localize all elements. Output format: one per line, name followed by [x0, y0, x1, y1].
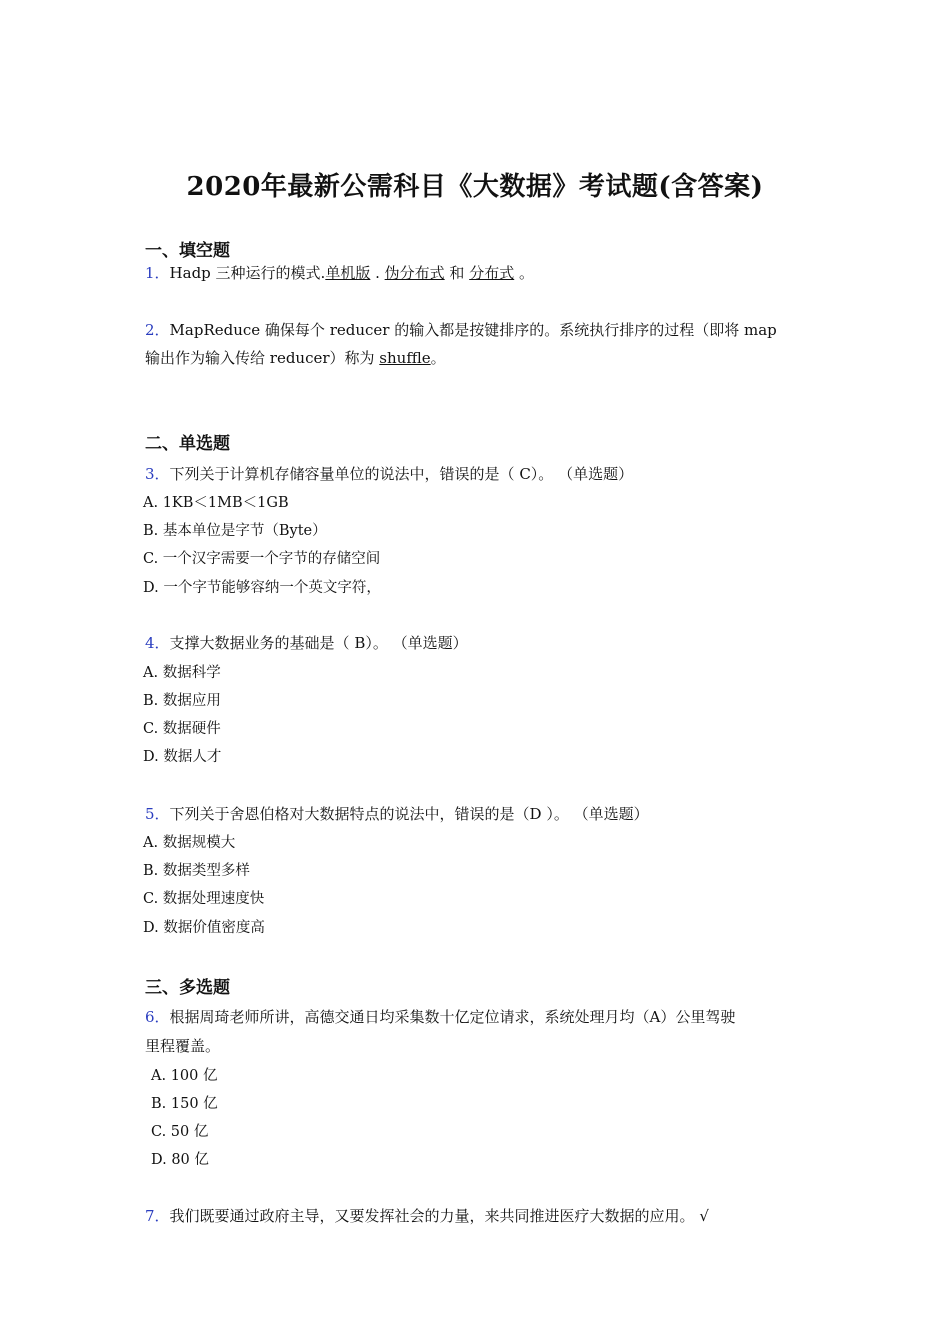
answer-blank: 单机版: [325, 264, 371, 282]
section-heading-multi: 三、多选题: [145, 978, 230, 998]
question-1: [145, 262, 534, 283]
question-number: 3．: [145, 465, 170, 483]
question-text: 下列关于计算机存储容量单位的说法中，错误的是（ C）。 （单选题）: [169, 465, 634, 483]
question-number: 4．: [145, 634, 170, 652]
separator-text: 。: [514, 264, 534, 282]
question-number: 5．: [145, 805, 170, 823]
question-number: 6．: [145, 1008, 170, 1026]
question-text: 根据周琦老师所讲，高德交通日均采集数十亿定位请求，系统处理月均（A）公里驾驶: [169, 1008, 736, 1026]
separator-text: 和: [444, 264, 470, 282]
section-heading-single: 二、单选题: [145, 434, 230, 454]
option-a: A. 数据科学: [143, 665, 221, 681]
option-d: D. 80 亿: [151, 1152, 209, 1168]
question-7: [145, 1205, 709, 1226]
question-number: 7．: [145, 1207, 170, 1225]
option-c: C. 数据处理速度快: [143, 891, 265, 907]
option-a: A. 100 亿: [151, 1068, 218, 1084]
separator-text: .: [370, 264, 385, 282]
question-number: 1．: [145, 264, 170, 282]
page-title: 2020年最新公需科目《大数据》考试题(含答案): [186, 172, 764, 202]
question-6-line-2: 里程覆盖。: [145, 1037, 221, 1055]
option-d: D. 一个字节能够容纳一个英文字符，: [143, 580, 381, 596]
question-2-line-1: [145, 319, 777, 340]
question-text: 下列关于舍恩伯格对大数据特点的说法中，错误的是（D ）。 （单选题）: [169, 805, 649, 823]
question-4: [145, 632, 468, 653]
question-number: 2．: [145, 321, 170, 339]
option-c: C. 一个汉字需要一个字节的存储空间: [143, 551, 381, 567]
question-6-line-1: [145, 1006, 735, 1027]
option-d: D. 数据价值密度高: [143, 920, 265, 936]
answer-blank: 分布式: [469, 264, 515, 282]
option-c: C. 数据硬件: [143, 721, 221, 737]
question-text: 支撑大数据业务的基础是（ B）。 （单选题）: [169, 634, 468, 652]
option-b: B. 数据应用: [143, 693, 221, 709]
option-b: B. 数据类型多样: [143, 863, 250, 879]
section-heading-fill: 一、填空题: [145, 241, 230, 261]
option-b: B. 基本单位是字节（Byte）: [143, 523, 327, 539]
option-d: D. 数据人才: [143, 749, 222, 765]
answer-blank: 伪分布式: [384, 264, 445, 282]
question-5: [145, 803, 649, 824]
question-text: Hadp 三种运行的模式.: [169, 264, 326, 282]
option-a: A. 1KB＜1MB＜1GB: [143, 495, 289, 511]
option-b: B. 150 亿: [151, 1096, 218, 1112]
separator-text: 。: [430, 349, 446, 367]
question-text: 我们既要通过政府主导，又要发挥社会的力量，来共同推进医疗大数据的应用。 √: [169, 1207, 709, 1225]
question-text: MapReduce 确保每个 reducer 的输入都是按键排序的。系统执行排序的过程（即将 map: [169, 321, 777, 339]
option-a: A. 数据规模大: [143, 835, 236, 851]
question-3: [145, 463, 633, 484]
question-2-line-2: [145, 347, 446, 368]
answer-blank: shuffle: [379, 349, 431, 367]
question-text: 输出作为输入传给 reducer）称为: [145, 349, 380, 367]
option-c: C. 50 亿: [151, 1124, 209, 1140]
